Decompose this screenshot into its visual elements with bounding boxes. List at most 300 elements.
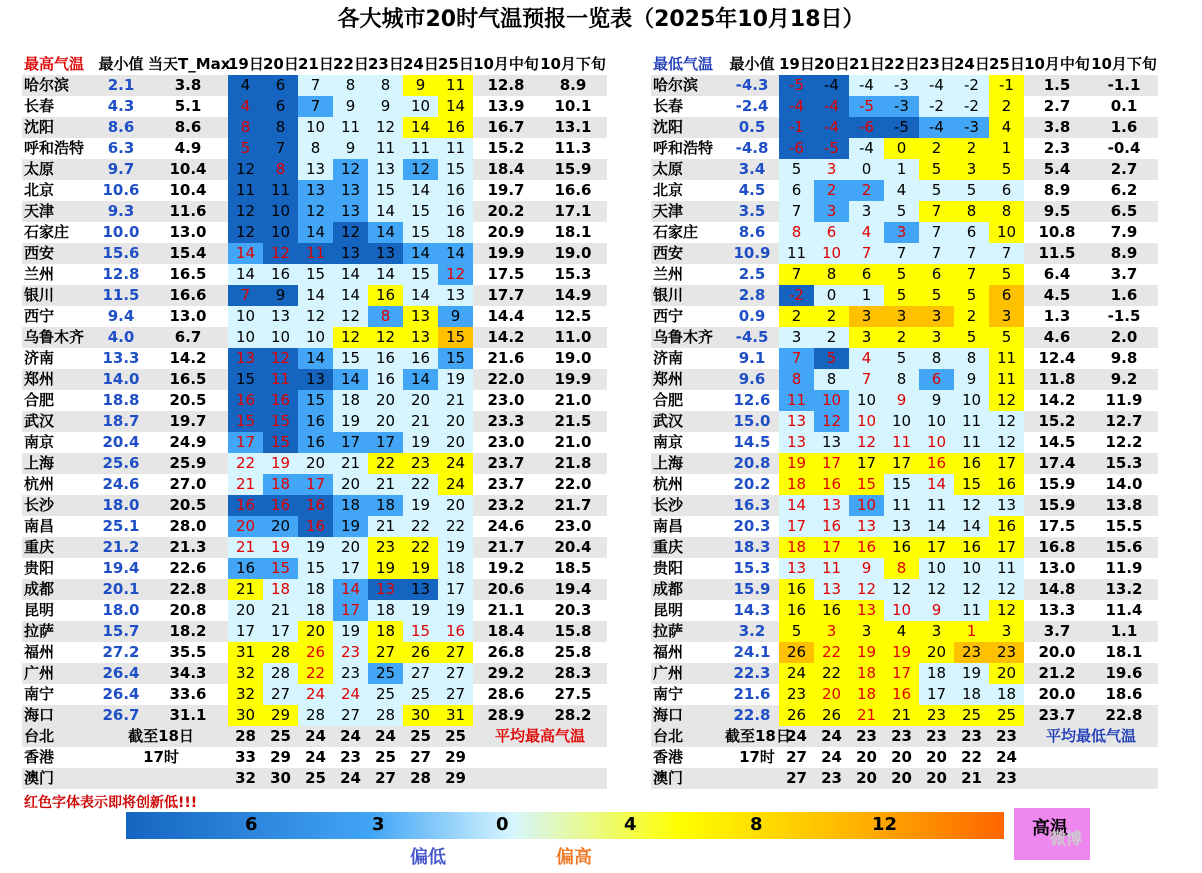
header-row [22, 54, 607, 75]
forecast-cell: 4 [849, 222, 884, 243]
column-header: 24日 [954, 55, 990, 73]
forecast-cell: 4 [884, 180, 919, 201]
forecast-cell: 9 [919, 390, 954, 411]
forecast-cell: 13 [333, 243, 368, 264]
mid-october-avg: 15.9 [1038, 496, 1076, 514]
forecast-cell: 2 [989, 96, 1024, 117]
forecast-cell: 2 [849, 180, 884, 201]
today-tmax: 13.0 [169, 223, 207, 241]
today-tmax: 6.7 [174, 328, 202, 346]
forecast-cell: 9 [438, 306, 473, 327]
city-name: 武汉 [653, 412, 684, 430]
forecast-cell: 16 [438, 180, 473, 201]
forecast-cell: 3 [954, 159, 989, 180]
late-october-avg: 6.2 [1110, 181, 1138, 199]
forecast-cell: 11 [298, 243, 333, 264]
forecast-cell: 9 [368, 96, 403, 117]
forecast-cell: 18 [849, 684, 884, 705]
column-header: 10月下旬 [540, 55, 606, 73]
forecast-cell: 22 [438, 516, 473, 537]
forecast-cell: 30 [270, 769, 291, 787]
city-name: 郑州 [653, 370, 684, 388]
forecast-cell: 20 [438, 411, 473, 432]
forecast-cell: 21 [263, 600, 298, 621]
forecast-cell: 20 [403, 390, 438, 411]
forecast-cell: 27 [438, 642, 473, 663]
forecast-cell: 22 [403, 474, 438, 495]
forecast-cell: 13 [368, 159, 403, 180]
forecast-cell: 9 [263, 285, 298, 306]
forecast-cell: 13 [333, 201, 368, 222]
late-october-avg: 11.3 [554, 139, 592, 157]
min-value: 10.6 [102, 181, 140, 199]
forecast-cell: 17 [298, 474, 333, 495]
table-row [651, 432, 1158, 453]
forecast-cell: 21 [438, 390, 473, 411]
forecast-cell: 6 [954, 222, 989, 243]
forecast-cell: 11 [814, 558, 849, 579]
forecast-cell: 17 [919, 537, 954, 558]
forecast-cell: 21 [333, 453, 368, 474]
forecast-cell: 8 [263, 117, 298, 138]
city-name: 西宁 [24, 307, 55, 325]
table-row [22, 285, 607, 306]
forecast-cell: 15 [368, 180, 403, 201]
forecast-cell: 2 [954, 138, 989, 159]
forecast-cell: 5 [884, 348, 919, 369]
forecast-cell: 2 [919, 138, 954, 159]
forecast-cell: 25 [403, 684, 438, 705]
forecast-cell: 17 [228, 432, 263, 453]
forecast-cell: 7 [298, 75, 333, 96]
table-row [22, 537, 607, 558]
forecast-cell: 24 [821, 727, 842, 745]
forecast-cell: 12 [849, 432, 884, 453]
city-name: 台北 [24, 727, 55, 745]
table-row [651, 453, 1158, 474]
forecast-cell: 18 [849, 663, 884, 684]
min-value: 3.2 [738, 622, 766, 640]
forecast-cell: 16 [228, 558, 263, 579]
table-row [22, 390, 607, 411]
late-october-avg: 8.9 [559, 76, 587, 94]
forecast-cell: 19 [438, 369, 473, 390]
forecast-cell: 12 [989, 390, 1024, 411]
mid-october-avg: 4.5 [1043, 286, 1071, 304]
forecast-cell: 19 [263, 537, 298, 558]
forecast-cell: 18 [298, 579, 333, 600]
forecast-cell: 21 [368, 474, 403, 495]
page-title: 各大城市20时气温预报一览表（2025年10月18日） [337, 7, 865, 32]
forecast-cell: 13 [263, 306, 298, 327]
late-october-avg: 17.1 [554, 202, 592, 220]
forecast-cell: 23 [926, 727, 947, 745]
column-header: 最小值 [98, 55, 144, 73]
forecast-cell: 25 [305, 769, 326, 787]
forecast-cell: 4 [989, 117, 1024, 138]
table-row [22, 474, 607, 495]
mid-october-avg: 14.8 [1038, 580, 1076, 598]
forecast-cell: 5 [228, 138, 263, 159]
forecast-cell: 19 [438, 537, 473, 558]
late-october-avg: 15.9 [554, 160, 592, 178]
forecast-cell: 22 [228, 453, 263, 474]
city-name: 北京 [653, 181, 684, 199]
forecast-cell: 5 [954, 180, 989, 201]
late-october-avg: 18.5 [554, 559, 592, 577]
today-tmax: 33.6 [169, 685, 207, 703]
forecast-cell: 18 [438, 222, 473, 243]
forecast-cell: -6 [779, 138, 814, 159]
mid-october-avg: 13.3 [1038, 601, 1076, 619]
forecast-cell: 8 [368, 306, 403, 327]
late-october-avg: 9.2 [1110, 370, 1138, 388]
forecast-cell: -1 [989, 75, 1024, 96]
late-october-avg: 2.0 [1110, 328, 1138, 346]
late-october-avg: 23.0 [554, 517, 592, 535]
table-row [651, 537, 1158, 558]
forecast-cell: 13 [333, 180, 368, 201]
city-name: 海口 [24, 706, 55, 724]
forecast-cell: 16 [298, 495, 333, 516]
forecast-cell: 10 [919, 558, 954, 579]
table-row [651, 495, 1158, 516]
min-value: 24.1 [733, 643, 771, 661]
min-value: -4.8 [735, 139, 769, 157]
forecast-cell: 13 [779, 558, 814, 579]
min-value: 0.5 [738, 118, 766, 136]
late-october-avg: 15.3 [1105, 454, 1143, 472]
city-name: 上海 [24, 454, 55, 472]
hot-label: 高温 [1032, 818, 1068, 839]
min-value: 20.3 [733, 517, 771, 535]
min-value: 10.0 [102, 223, 140, 241]
forecast-cell: 6 [779, 180, 814, 201]
forecast-cell: 26 [298, 642, 333, 663]
city-name: 兰州 [24, 265, 55, 283]
forecast-cell: 27 [333, 705, 368, 726]
forecast-cell: 22 [403, 516, 438, 537]
forecast-cell: 5 [884, 264, 919, 285]
high-temperature-table [22, 54, 632, 794]
forecast-cell: 17 [438, 579, 473, 600]
forecast-cell: 7 [919, 201, 954, 222]
forecast-cell: 13 [779, 432, 814, 453]
forecast-cell: 19 [954, 663, 989, 684]
forecast-cell: 11 [368, 138, 403, 159]
column-header: 10月下旬 [1091, 55, 1157, 73]
city-name: 合肥 [653, 391, 684, 409]
forecast-cell: 8 [333, 75, 368, 96]
city-name: 银川 [24, 286, 55, 304]
forecast-cell: 13 [298, 369, 333, 390]
city-name: 合肥 [24, 391, 55, 409]
late-october-avg: 1.6 [1110, 286, 1138, 304]
forecast-cell: 31 [228, 642, 263, 663]
mid-october-avg: 12.4 [1038, 349, 1076, 367]
forecast-cell: 13 [298, 180, 333, 201]
forecast-cell: 2 [954, 306, 989, 327]
column-header: 20日 [263, 55, 299, 73]
forecast-cell: 3 [884, 222, 919, 243]
forecast-cell: 7 [779, 201, 814, 222]
forecast-cell: 15 [438, 348, 473, 369]
forecast-cell: 22 [961, 748, 982, 766]
forecast-cell: 20 [368, 390, 403, 411]
city-name: 呼和浩特 [24, 139, 85, 157]
late-october-avg: 18.1 [554, 223, 592, 241]
extra-city-row [651, 747, 1158, 768]
late-october-avg: 7.9 [1110, 223, 1138, 241]
today-tmax: 20.5 [169, 496, 207, 514]
table-row [22, 705, 607, 726]
forecast-cell: 2 [779, 306, 814, 327]
forecast-cell: 7 [849, 369, 884, 390]
min-value: 22.3 [733, 664, 771, 682]
forecast-cell: 11 [989, 348, 1024, 369]
late-october-avg: 20.4 [554, 538, 592, 556]
city-name: 南昌 [24, 517, 55, 535]
forecast-cell: 14 [919, 516, 954, 537]
forecast-cell: 10 [919, 411, 954, 432]
forecast-cell: 12 [333, 159, 368, 180]
table-row [651, 327, 1158, 348]
forecast-cell: 13 [403, 579, 438, 600]
forecast-cell: 24 [779, 663, 814, 684]
forecast-cell: 21 [368, 516, 403, 537]
forecast-cell: 11 [954, 411, 989, 432]
extra-city-row [22, 726, 607, 747]
forecast-cell: -2 [779, 285, 814, 306]
forecast-cell: 16 [368, 369, 403, 390]
forecast-cell: 24 [786, 727, 807, 745]
forecast-cell: 10 [298, 117, 333, 138]
mid-october-avg: 17.7 [487, 286, 525, 304]
extra-city-row [651, 768, 1158, 789]
min-value: 3.5 [738, 202, 766, 220]
forecast-cell: 2 [814, 306, 849, 327]
mid-october-avg: 23.7 [487, 454, 525, 472]
forecast-cell: 33 [235, 748, 256, 766]
forecast-cell: 24 [438, 474, 473, 495]
forecast-cell: 4 [228, 75, 263, 96]
mid-october-avg: 2.7 [1043, 97, 1071, 115]
min-value: 15.0 [733, 412, 771, 430]
mid-october-avg: 13.9 [487, 97, 525, 115]
min-value: 25.6 [102, 454, 140, 472]
forecast-cell: -4 [919, 117, 954, 138]
late-october-avg: 2.7 [1110, 160, 1138, 178]
forecast-cell: 25 [954, 705, 989, 726]
forecast-cell: -4 [849, 75, 884, 96]
city-name: 重庆 [653, 538, 684, 556]
forecast-cell: 13 [228, 348, 263, 369]
forecast-cell: 3 [919, 306, 954, 327]
forecast-cell: 22 [814, 663, 849, 684]
table-row [651, 201, 1158, 222]
forecast-cell: 15 [263, 432, 298, 453]
late-october-avg: 13.8 [1105, 496, 1143, 514]
forecast-cell: 28 [263, 663, 298, 684]
forecast-cell: 14 [403, 285, 438, 306]
forecast-cell: 24 [340, 727, 361, 745]
forecast-cell: 18 [779, 474, 814, 495]
forecast-cell: 19 [403, 558, 438, 579]
min-value: 11.5 [102, 286, 140, 304]
late-october-avg: 19.0 [554, 244, 592, 262]
legend-label-12: 12 [872, 814, 898, 835]
city-name: 哈尔滨 [653, 76, 699, 94]
forecast-cell: 20 [333, 537, 368, 558]
forecast-cell: 17 [814, 537, 849, 558]
table-row [651, 348, 1158, 369]
late-october-avg: 11.4 [1105, 601, 1143, 619]
forecast-cell: 15 [403, 264, 438, 285]
forecast-cell: 12 [849, 579, 884, 600]
forecast-cell: 1 [989, 138, 1024, 159]
forecast-cell: 3 [989, 306, 1024, 327]
forecast-cell: 10 [298, 327, 333, 348]
mid-october-avg: 20.0 [1038, 685, 1076, 703]
forecast-cell: 5 [779, 621, 814, 642]
min-value: 12.6 [733, 391, 771, 409]
forecast-cell: 5 [919, 159, 954, 180]
forecast-cell: 11 [919, 495, 954, 516]
forecast-cell: 20 [438, 432, 473, 453]
forecast-cell: 16 [814, 474, 849, 495]
city-name: 拉萨 [653, 622, 684, 640]
city-name: 济南 [24, 349, 55, 367]
forecast-cell: 29 [263, 705, 298, 726]
forecast-cell: 9 [884, 390, 919, 411]
forecast-cell: 19 [403, 495, 438, 516]
min-value: 8.6 [738, 223, 766, 241]
forecast-cell: 18 [298, 600, 333, 621]
mid-october-avg: 21.2 [1038, 664, 1076, 682]
mid-october-avg: 23.2 [487, 496, 525, 514]
late-october-avg: 12.2 [1105, 433, 1143, 451]
late-october-avg: 10.1 [554, 97, 592, 115]
mid-october-avg: 17.5 [1038, 517, 1076, 535]
forecast-cell: 8 [884, 558, 919, 579]
forecast-cell: 18 [438, 558, 473, 579]
forecast-cell: 20 [989, 663, 1024, 684]
forecast-cell: 20 [891, 769, 912, 787]
today-tmax: 18.2 [169, 622, 207, 640]
forecast-cell: 11 [438, 75, 473, 96]
today-tmax: 16.5 [169, 265, 207, 283]
forecast-cell: 8 [954, 201, 989, 222]
column-header: 21日 [849, 55, 885, 73]
forecast-cell: 32 [235, 769, 256, 787]
forecast-cell: 21 [884, 705, 919, 726]
forecast-cell: 16 [884, 537, 919, 558]
column-header: 24日 [403, 55, 439, 73]
forecast-cell: 7 [228, 285, 263, 306]
forecast-cell: 16 [438, 117, 473, 138]
forecast-cell: 5 [989, 159, 1024, 180]
column-header: 20日 [814, 55, 850, 73]
forecast-cell: 13 [298, 159, 333, 180]
forecast-cell: 7 [263, 138, 298, 159]
min-value: 0.9 [738, 307, 766, 325]
late-october-avg: 21.0 [554, 433, 592, 451]
forecast-cell: -2 [954, 75, 989, 96]
min-value: 12.8 [102, 265, 140, 283]
forecast-cell: 20 [333, 474, 368, 495]
forecast-cell: 8 [263, 159, 298, 180]
forecast-cell: 13 [849, 600, 884, 621]
forecast-cell: 2 [814, 180, 849, 201]
forecast-cell: 8 [814, 369, 849, 390]
forecast-cell: 17 [814, 453, 849, 474]
city-name: 太原 [24, 160, 55, 178]
forecast-cell: 16 [849, 537, 884, 558]
table-row [22, 138, 607, 159]
min-value: 20.2 [733, 475, 771, 493]
forecast-cell: 20 [891, 748, 912, 766]
forecast-cell: 16 [814, 600, 849, 621]
mid-october-avg: 16.7 [487, 118, 525, 136]
forecast-cell: 11 [954, 432, 989, 453]
city-name: 贵阳 [24, 559, 55, 577]
min-value: 9.3 [107, 202, 135, 220]
forecast-cell: 19 [368, 558, 403, 579]
average-caption: 平均最低气温 [1045, 727, 1136, 745]
city-name: 拉萨 [24, 622, 55, 640]
forecast-cell: 8 [884, 369, 919, 390]
forecast-cell: 17 [333, 600, 368, 621]
forecast-cell: 10 [263, 327, 298, 348]
forecast-cell: -4 [814, 75, 849, 96]
forecast-cell: 5 [954, 327, 989, 348]
late-october-avg: 20.3 [554, 601, 592, 619]
forecast-cell: 3 [884, 306, 919, 327]
min-value: 2.8 [738, 286, 766, 304]
legend-label-3: 3 [372, 814, 385, 835]
forecast-cell: 25 [375, 748, 396, 766]
forecast-cell: 23 [996, 727, 1017, 745]
forecast-cell: 17 [884, 453, 919, 474]
forecast-cell: 18 [954, 684, 989, 705]
city-name: 上海 [653, 454, 684, 472]
forecast-cell: 10 [849, 495, 884, 516]
forecast-cell: 14 [368, 201, 403, 222]
forecast-cell: -4 [849, 138, 884, 159]
mid-october-avg: 23.3 [487, 412, 525, 430]
extra-city-row [22, 768, 607, 789]
forecast-cell: 23 [989, 642, 1024, 663]
table-row [651, 579, 1158, 600]
forecast-cell: 11 [263, 369, 298, 390]
min-value: 18.8 [102, 391, 140, 409]
forecast-cell: 16 [989, 474, 1024, 495]
mid-october-avg: 6.4 [1043, 265, 1071, 283]
forecast-cell: 3 [919, 621, 954, 642]
forecast-cell: 24 [438, 453, 473, 474]
forecast-cell: 25 [270, 727, 291, 745]
forecast-cell: 3 [849, 306, 884, 327]
table-row [651, 684, 1158, 705]
forecast-cell: 10 [228, 327, 263, 348]
mid-october-avg: 28.9 [487, 706, 525, 724]
forecast-cell: 6 [989, 180, 1024, 201]
forecast-cell: 23 [891, 727, 912, 745]
table-row [651, 159, 1158, 180]
forecast-cell: 12 [263, 348, 298, 369]
mid-october-avg: 8.9 [1043, 181, 1071, 199]
forecast-cell: 3 [814, 201, 849, 222]
